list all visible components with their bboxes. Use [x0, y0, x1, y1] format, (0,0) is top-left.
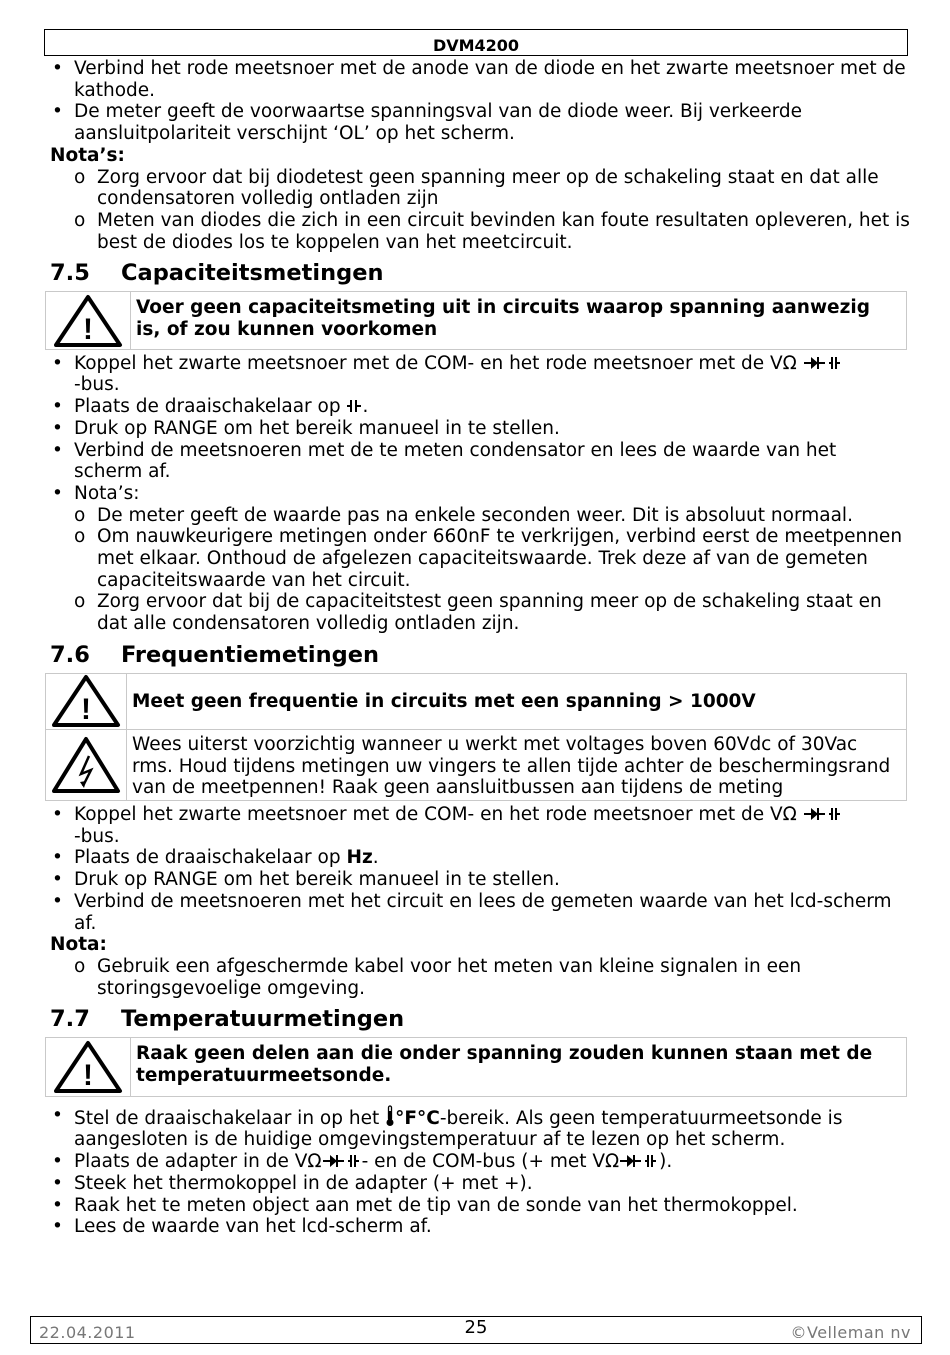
warning-text: Raak geen delen aan die onder spanning zouden kunnen staan met de temperatuurmeetsonde. — [136, 1043, 873, 1087]
diode-capacitor-symbol-icon — [619, 1153, 659, 1169]
hz-label: Hz — [346, 847, 373, 869]
step-text: Stel de draaischakelaar in op het — [74, 1107, 386, 1129]
fahrenheit-label: °F — [395, 1107, 417, 1129]
page-header — [44, 29, 908, 56]
high-voltage-icon — [46, 730, 127, 800]
warning-text: Meet geen frequentie in circuits met een spanning > 1000V — [132, 690, 756, 712]
section-number: 7.6 — [50, 641, 90, 668]
footer-copyright: ©Velleman nv — [790, 1323, 911, 1342]
capacitance-steps-list — [50, 353, 910, 505]
celsius-label: °C — [417, 1107, 440, 1129]
section-heading-frequency — [50, 640, 910, 670]
step-text: . — [362, 396, 369, 418]
warning-row — [46, 1038, 906, 1095]
warning-triangle-icon — [46, 1038, 131, 1095]
warning-row — [46, 292, 906, 348]
list-item — [50, 396, 910, 418]
svg-text:!: ! — [81, 693, 91, 727]
list-item: • Nota’s: — [50, 483, 910, 505]
list-item: • Verbind het rode meetsnoer met de anode van de diode en het zwarte meetsnoer met de kathode. — [50, 58, 910, 101]
step-text: -bereik. Als geen temperatuurmeetsonde is aangesloten is de huidige omgevingstemperatuur af te lezen op het scherm. — [74, 1107, 843, 1151]
list-item: • Druk op RANGE om het bereik manueel in te stellen. — [50, 418, 910, 440]
page-content — [50, 58, 910, 1238]
section-heading-temperature — [50, 1004, 910, 1034]
step-text: . — [372, 847, 379, 869]
step-text: -bus. — [74, 825, 120, 847]
warning-row — [46, 674, 906, 729]
step-text: Plaats de draaischakelaar op — [74, 847, 347, 869]
svg-text:!: ! — [83, 1059, 93, 1093]
list-item: o Gebruik een afgeschermde kabel voor het meten van kleine signalen in een storingsgevoelige omgeving. — [74, 956, 910, 999]
list-item: o Om nauwkeurigere metingen onder 660nF te verkrijgen, verbind eerst de meetpennen met elkaar. Onthoud de afgelezen capaciteitswaarde. Trek deze af van de gemeten capaciteitswaarde van het circuit. — [74, 526, 910, 591]
list-item — [50, 1105, 910, 1151]
frequency-warning-box — [45, 673, 907, 801]
temperature-warning-box — [45, 1037, 907, 1096]
list-item — [50, 1151, 910, 1173]
diode-capacitor-symbol-icon — [803, 806, 843, 822]
step-text: Plaats de draaischakelaar op — [74, 396, 341, 418]
step-text: Plaats de adapter in de VΩ — [74, 1151, 322, 1173]
diode-capacitor-symbol-icon — [803, 355, 843, 371]
list-item: • Verbind de meetsnoeren met het circuit en lees de gemeten waarde van het lcd-scherm af. — [50, 891, 910, 934]
section-number: 7.7 — [50, 1006, 90, 1033]
list-item: • De meter geeft de voorwaartse spanningsval van de diode weer. Bij verkeerde aansluitpolariteit verschijnt ‘OL’ op het scherm. — [50, 101, 910, 144]
temperature-steps-list — [50, 1105, 910, 1238]
warning-text: Voer geen capaciteitsmeting uit in circuits waarop spanning aanwezig is, of zou kunnen voorkomen — [136, 297, 870, 341]
list-item: • Druk op RANGE om het bereik manueel in te stellen. — [50, 869, 910, 891]
section-title: Frequentiemetingen — [121, 641, 379, 668]
list-item — [50, 353, 910, 396]
frequency-notes-list — [50, 956, 910, 999]
section-number: 7.5 — [50, 260, 90, 287]
svg-text:!: ! — [83, 312, 93, 346]
list-item: • Verbind de meetsnoeren met de te meten condensator en lees de waarde van het scherm af. — [50, 440, 910, 483]
list-item: o Zorg ervoor dat bij diodetest geen spanning meer op de schakeling staat en dat alle condensatoren volledig ontladen zijn — [74, 167, 910, 210]
list-item — [50, 804, 910, 847]
thermometer-icon — [385, 1105, 395, 1127]
capacitor-symbol-icon — [346, 398, 362, 414]
section-title: Temperatuurmetingen — [121, 1006, 405, 1033]
list-item: o Zorg ervoor dat bij de capaciteitstest geen spanning meer op de schakeling staat en dat alle condensatoren volledig ontladen zijn. — [74, 591, 910, 634]
section-heading-capacitance — [50, 258, 910, 288]
list-item: o De meter geeft de waarde pas na enkele seconden weer. Dit is absoluut normaal. — [74, 505, 910, 527]
list-item: • Lees de waarde van het lcd-scherm af. — [50, 1216, 910, 1238]
warning-triangle-icon — [46, 292, 131, 348]
list-item: • Raak het te meten object aan met de tip van de sonde van het thermokoppel. — [50, 1195, 910, 1217]
document-title: DVM4200 — [432, 36, 520, 55]
intro-nota-label: Nota’s: — [50, 144, 125, 166]
page-number: 25 — [464, 1317, 488, 1338]
capacitance-warning-box — [45, 291, 907, 349]
list-item — [50, 847, 910, 869]
footer-date: 22.04.2011 — [39, 1323, 136, 1342]
frequency-steps-list — [50, 804, 910, 934]
step-text: - en de COM-bus (+ met VΩ — [361, 1151, 620, 1173]
page-footer — [30, 1316, 922, 1344]
diode-capacitor-symbol-icon — [322, 1153, 362, 1169]
warning-text: Wees uiterst voorzichtig wanneer u werkt met voltages boven 60Vdc of 30Vac rms. Houd tijdens metingen uw vingers te allen tijde achter de beschermingsrand van de meetpennen! Raak geen aansluitbussen aan tijdens de meting — [132, 733, 891, 799]
warning-triangle-icon — [46, 674, 127, 729]
capacitance-notes-list — [50, 505, 910, 635]
step-text: Koppel het zwarte meetsnoer met de COM- en het rode meetsnoer met de VΩ — [74, 352, 797, 374]
section-title: Capaciteitsmetingen — [121, 260, 384, 287]
intro-bullet-list — [50, 58, 910, 145]
list-item: o Meten van diodes die zich in een circuit bevinden kan foute resultaten opleveren, het is best de diodes los te koppelen van het meetcircuit. — [74, 210, 910, 253]
step-text: -bus. — [74, 374, 120, 396]
frequency-nota-label: Nota: — [50, 934, 107, 956]
step-text: Koppel het zwarte meetsnoer met de COM- en het rode meetsnoer met de VΩ — [74, 803, 797, 825]
warning-row — [46, 729, 906, 800]
list-item: • Steek het thermokoppel in de adapter (+ met +). — [50, 1173, 910, 1195]
step-text: ). — [659, 1151, 673, 1173]
intro-notes-list — [50, 167, 910, 254]
